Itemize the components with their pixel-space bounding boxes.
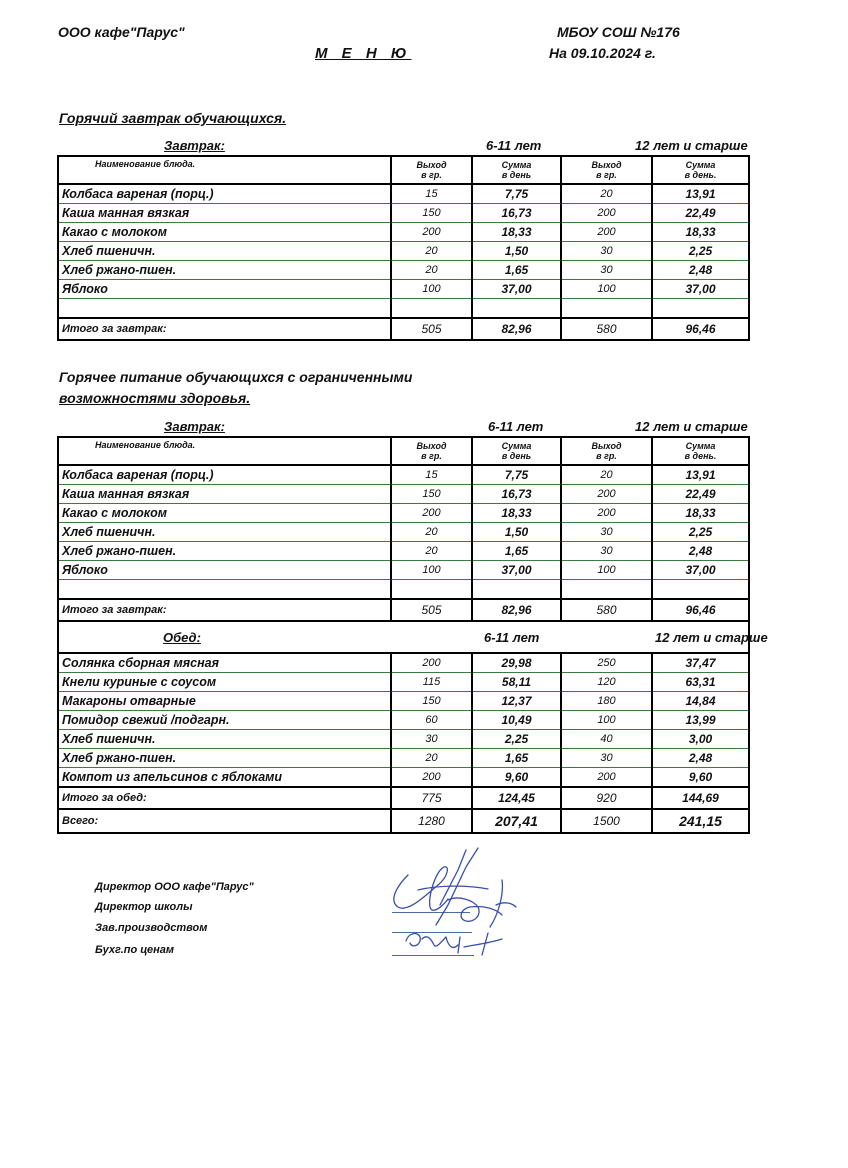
section1-age-old: 12 лет и старше (635, 138, 748, 153)
page-title: М Е Н Ю (315, 45, 412, 62)
lunch-meal-label: Обед: (163, 629, 201, 645)
table-row: Помидор свежий /подгарн. 60 10,49 100 13,99 (58, 711, 749, 730)
table-row: Макароны отварные 150 12,37 180 14,84 (58, 692, 749, 711)
signature-label-director-cafe: Директор ООО кафе"Парус" (95, 881, 254, 893)
section2-title: Горячее питание обучающихся с ограниченными возможностями здоровья. (59, 369, 413, 406)
table-header (58, 156, 749, 184)
lunch-subheader (58, 621, 749, 653)
organization-name: ООО кафе"Парус" (58, 24, 185, 40)
col-dish-name: Наименование блюда. (58, 437, 391, 465)
grand-total-row: Всего: 1280 207,41 1500 241,15 (58, 809, 749, 833)
section1-title: Горячий завтрак обучающихся. (59, 110, 287, 126)
lunch-age-old: 12 лет и старше (655, 629, 768, 645)
table-row: Солянка сборная мясная 200 29,98 250 37,47 (58, 653, 749, 673)
table-row: Хлеб ржано-пшен. 20 1,65 30 2,48 (58, 542, 749, 561)
table-header (58, 437, 749, 465)
table-row: Какао с молоком 200 18,33 200 18,33 (58, 223, 749, 242)
col-yield-young: Выход в гр. (391, 156, 472, 184)
table-row: Каша манная вязкая 150 16,73 200 22,49 (58, 485, 749, 504)
table-row: Яблоко 100 37,00 100 37,00 (58, 561, 749, 580)
signature-label-accountant: Бухг.по ценам (95, 944, 174, 956)
school-name: МБОУ СОШ №176 (557, 24, 680, 40)
table-row: Какао с молоком 200 18,33 200 18,33 (58, 504, 749, 523)
col-yield-young: Выход в гр. (391, 437, 472, 465)
section2-meal-label: Завтрак: (164, 419, 225, 434)
table-row: Хлеб пшеничн. 20 1,50 30 2,25 (58, 242, 749, 261)
section1-age-young: 6-11 лет (486, 138, 542, 153)
col-yield-old: Выход в гр. (561, 156, 652, 184)
blank-row (58, 299, 749, 319)
table-row: Компот из апельсинов с яблоками 200 9,60 200 9,60 (58, 768, 749, 788)
col-sum-young: Сумма в день (472, 156, 561, 184)
table-row: Колбаса вареная (порц.) 15 7,75 20 13,91 (58, 465, 749, 485)
signature-label-production: Зав.производством (95, 922, 208, 934)
menu-date: На 09.10.2024 г. (549, 45, 656, 61)
signature-label-director-school: Директор школы (95, 901, 193, 913)
col-sum-young: Сумма в день (472, 437, 561, 465)
table-row: Хлеб пшеничн. 20 1,50 30 2,25 (58, 523, 749, 542)
total-row: Итого за завтрак: 505 82,96 580 96,46 (58, 599, 749, 621)
table-row: Хлеб ржано-пшен. 20 1,65 30 2,48 (58, 261, 749, 280)
breakfast-table (57, 155, 750, 341)
col-yield-old: Выход в гр. (561, 437, 652, 465)
table-row: Хлеб ржано-пшен. 20 1,65 30 2,48 (58, 749, 749, 768)
handwritten-signature-icon (378, 845, 528, 965)
special-needs-table (57, 436, 768, 834)
table-row: Хлеб пшеничн. 30 2,25 40 3,00 (58, 730, 749, 749)
total-row: Итого за завтрак: 505 82,96 580 96,46 (58, 318, 749, 340)
lunch-total-row: Итого за обед: 775 124,45 920 144,69 (58, 787, 749, 809)
col-sum-old: Сумма в день. (652, 437, 749, 465)
col-dish-name: Наименование блюда. (58, 156, 391, 184)
blank-row (58, 580, 749, 600)
lunch-age-young: 6-11 лет (484, 629, 540, 645)
table-row: Кнели куриные с соусом 115 58,11 120 63,31 (58, 673, 749, 692)
col-sum-old: Сумма в день. (652, 156, 749, 184)
table-row: Колбаса вареная (порц.) 15 7,75 20 13,91 (58, 184, 749, 204)
table-row: Каша манная вязкая 150 16,73 200 22,49 (58, 204, 749, 223)
section2-age-young: 6-11 лет (488, 419, 544, 434)
section2-age-old: 12 лет и старше (635, 419, 748, 434)
section1-meal-label: Завтрак: (164, 138, 225, 153)
table-row: Яблоко 100 37,00 100 37,00 (58, 280, 749, 299)
